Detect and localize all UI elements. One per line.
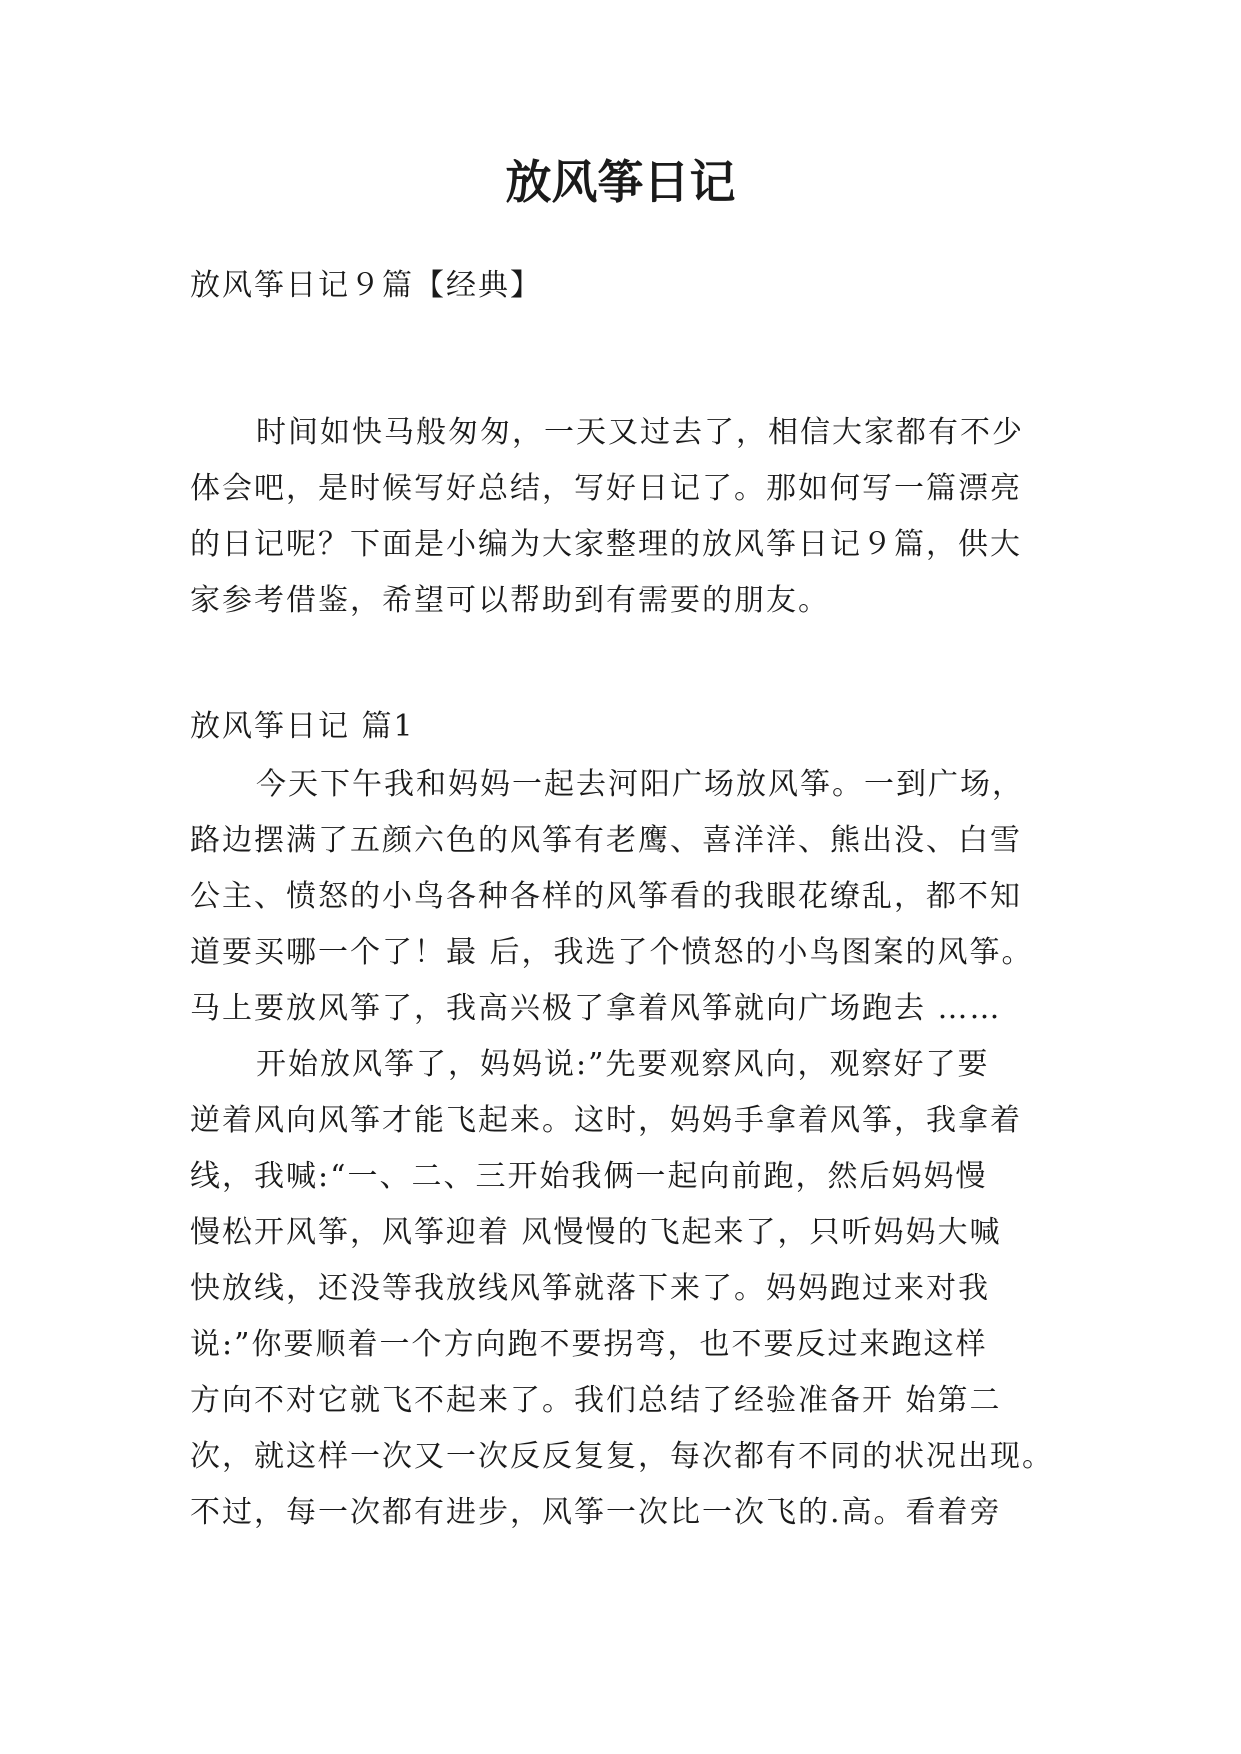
document-subtitle: 放风筝日记９篇【经典】: [190, 268, 542, 303]
intro-line-1: 时间如快马般匆匆，一天又过去了，相信大家都有不少: [256, 415, 1024, 450]
para2-line-7: 方向不对它就飞不起来了。我们总结了经验准备开 始第二: [190, 1383, 1002, 1418]
intro-line-4: 家参考借鉴，希望可以帮助到有需要的朋友。: [190, 583, 830, 618]
para2-line-8: 次，就这样一次又一次反反复复，每次都有不同的状况出现。: [190, 1439, 1054, 1474]
intro-line-3: 的日记呢？下面是小编为大家整理的放风筝日记９篇，供大: [190, 527, 1022, 562]
intro-line-2: 体会吧，是时候写好总结，写好日记了。那如何写一篇漂亮: [190, 471, 1022, 506]
para1-line-2: 路边摆满了五颜六色的风筝有老鹰、喜洋洋、熊出没、白雪: [190, 823, 1022, 858]
para1-line-1: 今天下午我和妈妈一起去河阳广场放风筝。一到广场，: [256, 767, 1024, 802]
para1-line-5: 马上要放风筝了，我高兴极了拿着风筝就向广场跑去 ……: [190, 991, 1002, 1026]
para1-line-4: 道要买哪一个了！最 后，我选了个愤怒的小鸟图案的风筝。: [190, 935, 1034, 970]
para2-line-2: 逆着风向风筝才能飞起来。这时，妈妈手拿着风筝，我拿着: [190, 1103, 1022, 1138]
para1-line-3: 公主、愤怒的小鸟各种各样的风筝看的我眼花缭乱，都不知: [190, 879, 1022, 914]
para2-line-6: 说:”你要顺着一个方向跑不要拐弯，也不要反过来跑这样: [190, 1327, 988, 1362]
para2-line-3: 线，我喊:“一、二、三开始我俩一起向前跑，然后妈妈慢: [190, 1159, 988, 1194]
para2-line-1: 开始放风筝了，妈妈说:”先要观察风向，观察好了要: [256, 1047, 990, 1082]
para2-line-5: 快放线，还没等我放线风筝就落下来了。妈妈跑过来对我: [190, 1271, 990, 1306]
para2-line-9: 不过，每一次都有进步，风筝一次比一次飞的.高。看着旁: [190, 1495, 1002, 1530]
para2-line-4: 慢松开风筝，风筝迎着 风慢慢的飞起来了，只听妈妈大喊: [190, 1215, 1002, 1250]
section-heading: 放风筝日记 篇1: [190, 709, 415, 744]
document-title: 放风筝日记: [505, 155, 736, 209]
